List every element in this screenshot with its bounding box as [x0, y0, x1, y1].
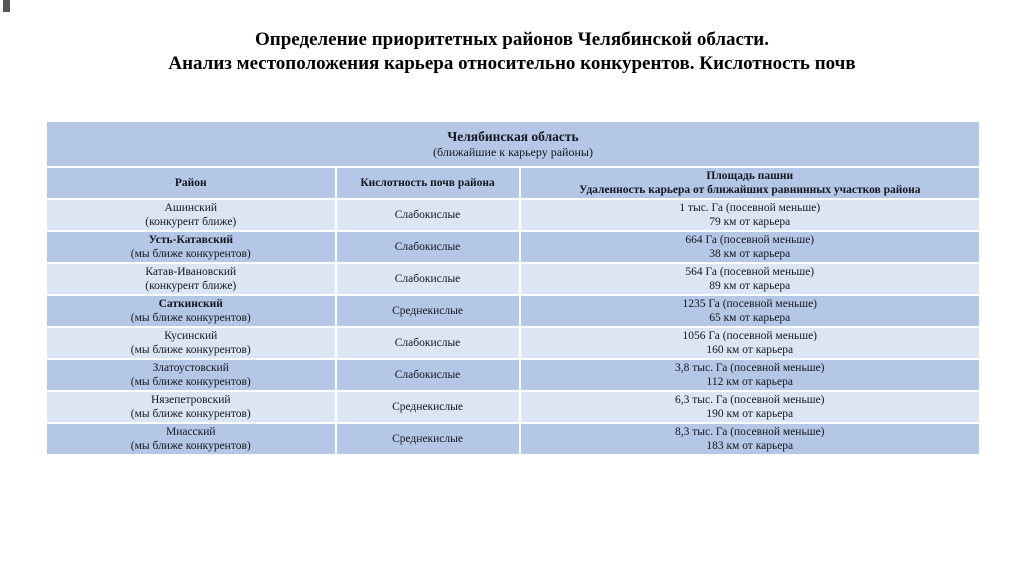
districts-table-container	[45, 120, 981, 456]
acidity-cell: Слабокислые	[336, 327, 520, 359]
acidity-cell: Слабокислые	[336, 231, 520, 263]
slide-corner-mark	[3, 0, 10, 12]
acidity-cell: Слабокислые	[336, 199, 520, 231]
region-subtitle: (ближайшие к карьеру районы)	[433, 145, 593, 159]
distance-value: 160 км от карьера	[706, 344, 794, 356]
column-header-area-line2: Удаленность карьера от ближайших равнинных участков района	[578, 184, 921, 196]
district-note: (мы ближе конкурентов)	[130, 408, 251, 420]
acidity-cell: Слабокислые	[336, 263, 520, 295]
district-note: (мы ближе конкурентов)	[130, 312, 251, 324]
area-cell	[520, 327, 980, 359]
area-cell	[520, 295, 980, 327]
table-row	[46, 263, 980, 295]
area-value: 1235 Га (посевной меньше)	[682, 298, 818, 310]
district-name: Саткинский	[158, 298, 223, 310]
district-cell	[46, 231, 336, 263]
table-row	[46, 199, 980, 231]
table-row	[46, 359, 980, 391]
districts-table	[45, 120, 981, 456]
column-headers-row	[46, 167, 980, 199]
area-value: 8,3 тыс. Га (посевной меньше)	[675, 426, 825, 438]
region-header-cell	[46, 121, 980, 167]
column-header-district: Район	[46, 167, 336, 199]
acidity-cell: Среднекислые	[336, 423, 520, 455]
district-name: Златоустовский	[152, 362, 229, 374]
acidity-cell: Среднекислые	[336, 295, 520, 327]
district-note: (конкурент ближе)	[145, 216, 237, 228]
district-name: Ашинский	[164, 202, 217, 214]
district-name: Катав-Ивановский	[145, 266, 237, 278]
distance-value: 79 км от карьера	[709, 216, 791, 228]
district-cell	[46, 423, 336, 455]
district-cell	[46, 295, 336, 327]
column-header-acidity: Кислотность почв района	[336, 167, 520, 199]
district-note: (мы ближе конкурентов)	[130, 248, 251, 260]
area-value: 6,3 тыс. Га (посевной меньше)	[675, 394, 825, 406]
district-cell	[46, 263, 336, 295]
area-value: 664 Га (посевной меньше)	[685, 234, 815, 246]
table-row	[46, 295, 980, 327]
district-name: Усть-Катавский	[148, 234, 233, 246]
area-value: 1056 Га (посевной меньше)	[682, 330, 818, 342]
area-cell	[520, 359, 980, 391]
district-cell	[46, 327, 336, 359]
slide-title	[0, 28, 1024, 76]
table-row	[46, 423, 980, 455]
acidity-cell: Слабокислые	[336, 359, 520, 391]
slide-title-line2: Анализ местоположения карьера относительно конкурентов. Кислотность почв	[168, 53, 856, 74]
district-name: Миасский	[165, 426, 216, 438]
distance-value: 65 км от карьера	[709, 312, 791, 324]
area-value: 564 Га (посевной меньше)	[685, 266, 815, 278]
column-header-area	[520, 167, 980, 199]
area-value: 3,8 тыс. Га (посевной меньше)	[675, 362, 825, 374]
district-note: (конкурент ближе)	[145, 280, 237, 292]
table-row	[46, 231, 980, 263]
area-cell	[520, 199, 980, 231]
district-name: Нязепетровский	[151, 394, 231, 406]
area-value: 1 тыс. Га (посевной меньше)	[679, 202, 821, 214]
district-note: (мы ближе конкурентов)	[130, 440, 251, 452]
acidity-cell: Среднекислые	[336, 391, 520, 423]
district-note: (мы ближе конкурентов)	[130, 344, 251, 356]
region-title: Челябинская область	[447, 129, 579, 144]
distance-value: 112 км от карьера	[706, 376, 793, 388]
distance-value: 190 км от карьера	[706, 408, 794, 420]
table-row	[46, 327, 980, 359]
region-header-row	[46, 121, 980, 167]
district-cell	[46, 391, 336, 423]
area-cell	[520, 263, 980, 295]
district-cell	[46, 199, 336, 231]
area-cell	[520, 231, 980, 263]
table-row	[46, 391, 980, 423]
district-note: (мы ближе конкурентов)	[130, 376, 251, 388]
district-cell	[46, 359, 336, 391]
slide-title-line1: Определение приоритетных районов Челябинской области.	[255, 29, 769, 50]
district-name: Кусинский	[164, 330, 218, 342]
area-cell	[520, 423, 980, 455]
distance-value: 38 км от карьера	[709, 248, 791, 260]
area-cell	[520, 391, 980, 423]
column-header-area-line1: Площадь пашни	[706, 170, 794, 182]
distance-value: 89 км от карьера	[709, 280, 791, 292]
distance-value: 183 км от карьера	[706, 440, 794, 452]
